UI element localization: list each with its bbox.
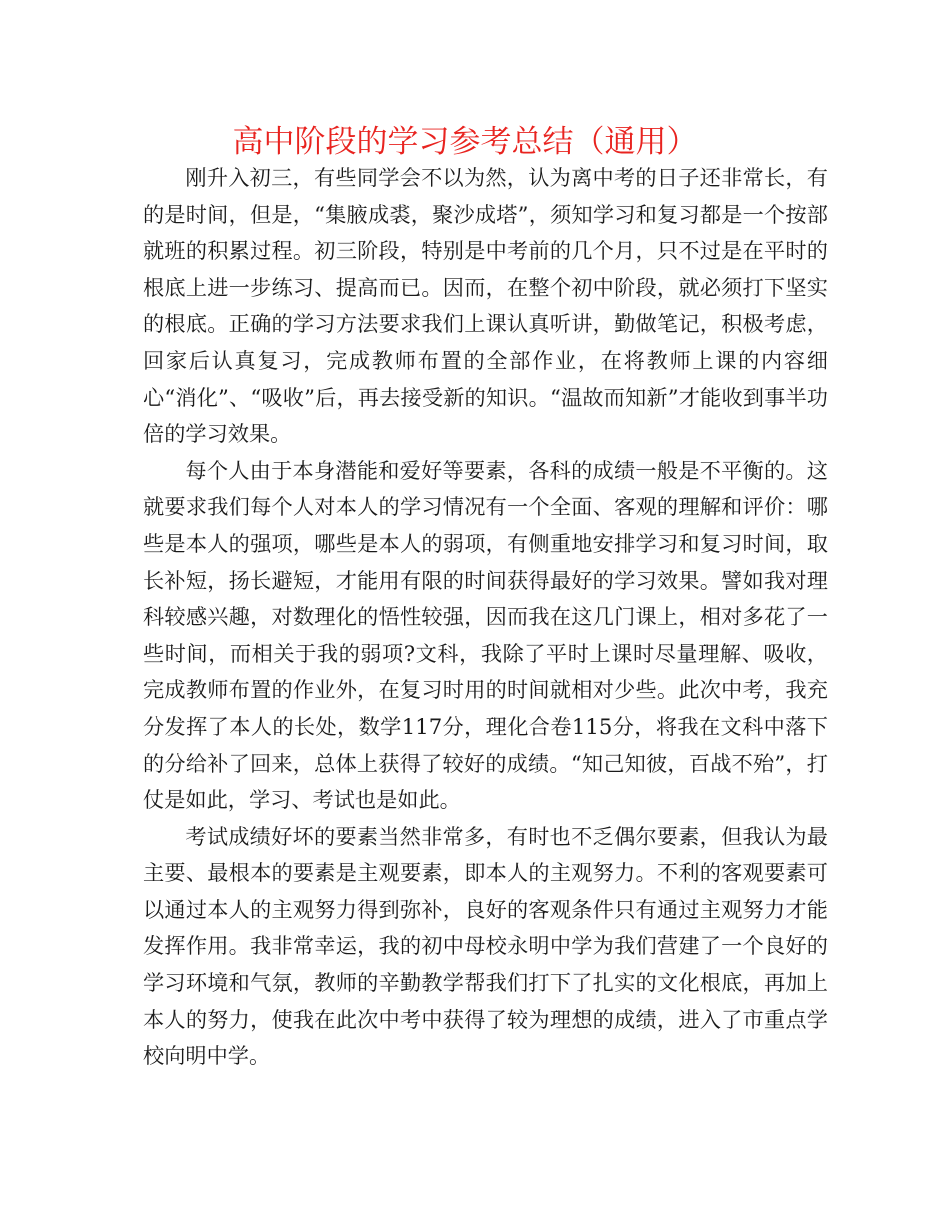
paragraph-3: 考试成绩好坏的要素当然非常多，有时也不乏偶尔要素，但我认为最主要、最根本的要素是主观要素，即本人的主观努力。不利的客观要素可以通过本人的主观努力得到弥补，良好的客观条件只有通过主观努力才能发挥作用。我非常幸运，我的初中母校永明中学为我们营建了一个良好的学习环境和气氛，教师的辛勤教学帮我们打下了扎实的文化根底，再加上本人的努力，使我在此次中考中获得了较为理想的成绩，进入了市重点学校向明中学。	[143, 823, 828, 1069]
document-body	[143, 160, 828, 1075]
paragraph-1: 刚升入初三，有些同学会不以为然，认为离中考的日子还非常长，有的是时间，但是，“集腋成裘，聚沙成塔”，须知学习和复习都是一个按部就班的积累过程。初三阶段，特别是中考前的几个月，只不过是在平时的根底上进一步练习、提高而已。因而，在整个初中阶段，就必须打下坚实的根底。正确的学习方法要求我们上课认真听讲，勤做笔记，积极考虑，回家后认真复习，完成教师布置的全部作业，在将教师上课的内容细心“消化”、“吸收”后，再去接受新的知识。“温故而知新”才能收到事半功倍的学习效果。	[143, 165, 828, 447]
document-title: 高中阶段的学习参考总结（通用）	[232, 124, 698, 160]
paragraph-2: 每个人由于本身潜能和爱好等要素，各科的成绩一般是不平衡的。这就要求我们每个人对本人的学习情况有一个全面、客观的理解和评价：哪些是本人的强项，哪些是本人的弱项，有侧重地安排学习和复习时间，取长补短，扬长避短，才能用有限的时间获得最好的学习效果。譬如我对理科较感兴趣，对数理化的悟性较强，因而我在这几门课上，相对多花了一些时间，而相关于我的弱项?文科，我除了平时上课时尽量理解、吸收，完成教师布置的作业外，在复习时用的时间就相对少些。此次中考，我充分发挥了本人的长处，数学117分，理化合卷115分，将我在文科中落下的分给补了回来，总体上获得了较好的成绩。“知己知彼，百战不殆”，打仗是如此，学习、考试也是如此。	[143, 457, 828, 813]
